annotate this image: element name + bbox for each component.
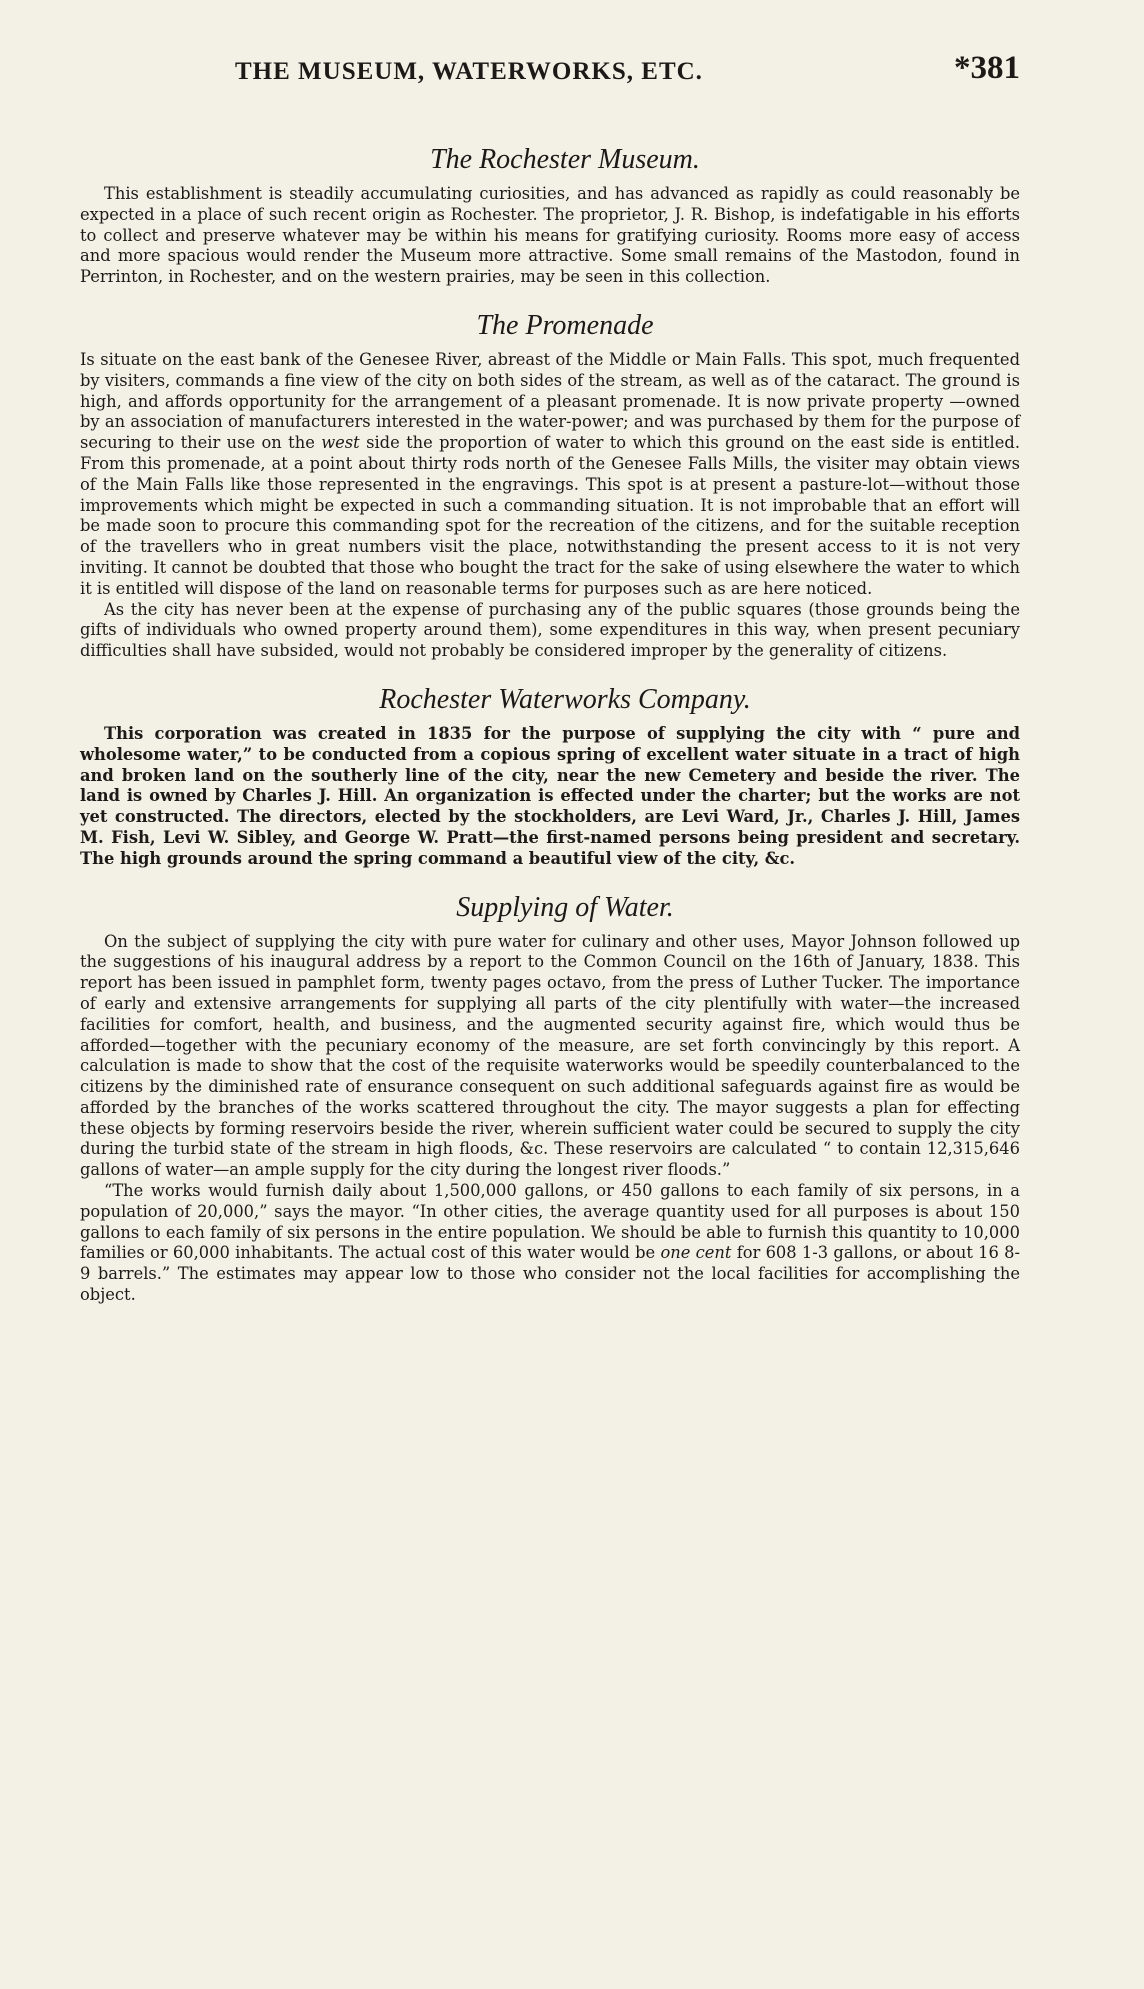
- promenade-p1-text-a: Is situate on the east bank of the Genesee River, abreast of the Middle or Main Falls. This spot, much frequented by visiters, commands a fine view of the city on both sides of the stream, as well as of the cataract. The ground is high, and affords opportunity for the arrangement of a pleasant promenade. It is now private property —owned by an association of manufacturers interested in the water-power; and was purchased by them for the purpose of securing to their use on the: [80, 349, 1020, 453]
- museum-paragraph: This establishment is steadily accumulating curiosities, and has advanced as rapidly as could reasonably be expected in a place of such recent origin as Rochester. The proprietor, J. R. Bishop, is indefatigable in his efforts to collect and preserve whatever may be within his means for gratifying curiosity. Rooms more easy of access and more spacious would render the Museum more attractive. Some small remains of the Mastodon, found in Perrinton, in Rochester, and on the western prairies, may be seen in this collection.: [80, 184, 1020, 287]
- supplying-p2-text-a: “The works would furnish daily about 1,500,000 gallons, or 450 gallons to each family of six persons, in a population of 20,000,” says the mayor. “In other cities, the average quantity used for all purposes is about 150 gallons to each family of six persons in the entire population. We should be able to furnish this quantity to 10,000 families or 60,000 inhabitants. The actual cost of this water would be: [80, 1181, 1020, 1263]
- section-title-museum: The Rochester Museum.: [430, 144, 700, 175]
- running-head-title: THE MUSEUM, WATERWORKS, ETC.: [235, 58, 703, 85]
- supplying-paragraph-2: [80, 1181, 1020, 1306]
- section-title-waterworks: Rochester Waterworks Company.: [379, 683, 751, 715]
- section-title-supplying: Supplying of Water.: [456, 891, 674, 923]
- supplying-p2-text-b: for 608 1-3 gallons, or about 16 8-9 barrels.” The estimates may appear low to those who consider not the local facilities for accomplishing the object.: [80, 1243, 1020, 1305]
- waterworks-paragraph: This corporation was created in 1835 for the purpose of supplying the city with “ pure and wholesome water,” to be conducted from a copious spring of excellent water situate in a tract of high and broken land on the southerly line of the city, near the new Cemetery and beside the river. The land is owned by Charles J. Hill. An organization is effected under the charter; but the works are not yet constructed. The directors, elected by the stockholders, are Levi Ward, Jr., Charles J. Hill, James M. Fish, Levi W. Sibley, and George W. Pratt—the first-named persons being president and secretary. The high grounds around the spring command a beautiful view of the city, &c.: [80, 723, 1020, 868]
- book-page: [80, 50, 1020, 1306]
- promenade-p1-emphasis: west: [321, 433, 360, 453]
- supplying-paragraph-1: On the subject of supplying the city with pure water for culinary and other uses, Mayor Johnson followed up the suggestions of his inaugural address by a report to the Common Council on the 16th of January, 1838. This report has been issued in pamphlet form, twenty pages octavo, from the press of Luther Tucker. The importance of early and extensive arrangements for supplying all parts of the city plentifully with water—the increased facilities for comfort, health, and business, and the augmented security against fire, which would thus be afforded—together with the pecuniary economy of the measure, are set forth convincingly by this report. A calculation is made to show that the cost of the requisite waterworks would be speedily counterbalanced to the citizens by the diminished rate of ensurance consequent on such additional safeguards against fire as would be afforded by the branches of the works scattered throughout the city. The mayor suggests a plan for effecting these objects by forming reservoirs beside the river, wherein sufficient water could be secured to supply the city during the turbid state of the stream in high floods, &c. These reservoirs are calculated “ to contain 12,315,646 gallons of water—an ample supply for the city during the longest river floods.”: [80, 931, 1020, 1180]
- promenade-paragraph-1: [80, 350, 1020, 600]
- section-title-promenade: The Promenade: [476, 309, 654, 341]
- promenade-p1-text-b: side the proportion of water to which this ground on the east side is entitled. From this promenade, at a point about thirty rods north of the Genesee Falls Mills, the visiter may obtain views of the Main Falls like those represented in the engravings. This spot is at present a pasture-lot—without those improvements which might be expected in such a commanding situation. It is not improbable that an effort will be made soon to procure this commanding spot for the recreation of the citizens, and for the suitable reception of the travellers who in great numbers visit the place, notwithstanding the present access to it is not very inviting. It cannot be doubted that those who bought the tract for the sake of using elsewhere the water to which it is entitled will dispose of the land on reasonable terms for purposes such as are here noticed.: [80, 433, 1020, 598]
- promenade-paragraph-2: As the city has never been at the expense of purchasing any of the public squares (those grounds being the gifts of individuals who owned property around them), some expenditures in this way, when present pecuniary difficulties shall have subsided, would not probably be considered improper by the generality of citizens.: [80, 599, 1020, 661]
- supplying-p2-emphasis: one cent: [660, 1243, 732, 1263]
- page-number: *381: [954, 50, 1020, 86]
- running-head: [80, 50, 1020, 92]
